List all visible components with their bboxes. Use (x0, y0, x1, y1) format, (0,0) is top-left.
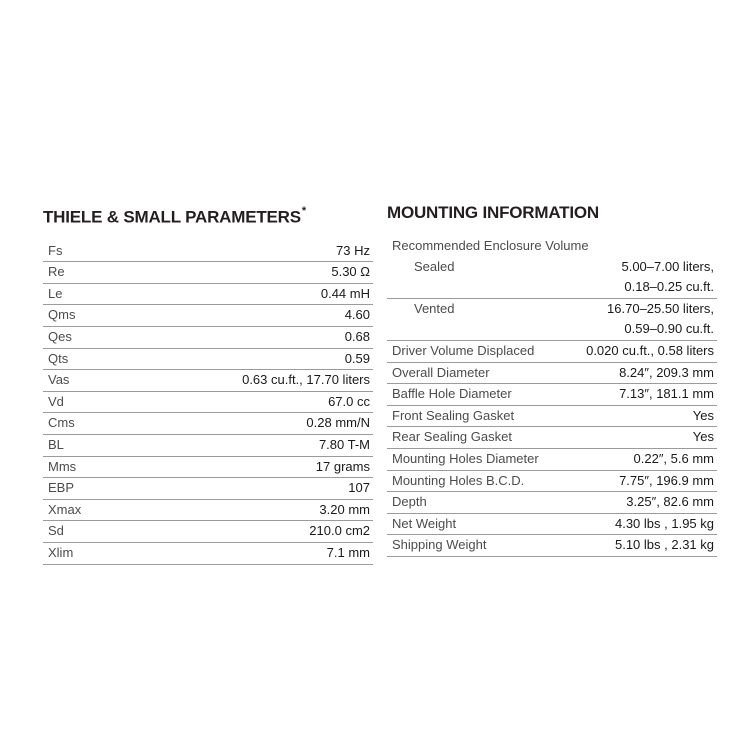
row-value-line: 16.70–25.50 liters, (607, 300, 714, 316)
row-value-line: 5.30 Ω (331, 264, 370, 280)
table-row (43, 457, 373, 479)
thiele-small-title (43, 203, 373, 228)
mounting-title: MOUNTING INFORMATION (387, 203, 599, 222)
row-value-line: 73 Hz (336, 242, 370, 258)
row-value-line: 0.22″, 5.6 mm (633, 450, 714, 466)
row-label: Qts (48, 350, 69, 366)
row-value (626, 492, 717, 513)
row-value-line: 107 (348, 480, 370, 496)
row-value-line: 210.0 cm2 (309, 523, 370, 539)
row-value (321, 284, 373, 305)
row-label: Baffle Hole Diameter (392, 386, 512, 402)
table-row (387, 341, 717, 363)
row-value (607, 299, 717, 340)
row-label: Vd (48, 393, 64, 409)
row-label: Qes (48, 329, 72, 345)
row-value (693, 427, 717, 448)
thiele-small-table (43, 203, 373, 565)
row-value-line: 0.44 mH (320, 285, 370, 301)
row-value (319, 500, 373, 521)
row-label: Qms (48, 307, 76, 323)
row-label: Sealed (414, 258, 455, 274)
row-value-line: 8.24″, 209.3 mm (619, 364, 714, 380)
row-value (345, 305, 373, 326)
table-row (43, 284, 373, 306)
table-row (387, 535, 717, 557)
thiele-small-rows (43, 241, 373, 565)
spec-sheet (43, 203, 717, 565)
row-value (328, 392, 373, 413)
row-value (615, 514, 717, 535)
row-value-line: 7.75″, 196.9 mm (619, 472, 714, 488)
table-row (43, 370, 373, 392)
footnote-asterisk: * (301, 205, 306, 217)
row-value-line: 4.60 (344, 307, 370, 323)
row-value (619, 363, 717, 384)
row-label: Xmax (48, 501, 82, 517)
row-label: Mms (48, 458, 77, 474)
row-label: Vented (414, 300, 455, 316)
row-value (621, 257, 717, 298)
row-value (634, 449, 717, 470)
row-label: Front Sealing Gasket (392, 407, 515, 423)
row-label: Rear Sealing Gasket (392, 429, 512, 445)
row-value (336, 241, 373, 262)
row-value-line: 0.020 cu.ft., 0.58 liters (586, 342, 714, 358)
row-value (319, 435, 373, 456)
table-row (387, 257, 717, 299)
row-value-line: 67.0 cc (328, 393, 370, 409)
row-label: Re (48, 264, 65, 280)
row-value (619, 384, 717, 405)
row-value-line: 7.13″, 181.1 mm (619, 386, 714, 402)
row-value (316, 457, 373, 478)
table-row (387, 492, 717, 514)
row-value (327, 543, 373, 564)
row-label: Mounting Holes B.C.D. (392, 472, 525, 488)
row-value (693, 406, 717, 427)
row-value (331, 262, 373, 283)
row-value (619, 471, 717, 492)
row-value-line: 7.1 mm (326, 544, 370, 560)
row-value-line: 0.59–0.90 cu.ft. (624, 321, 714, 337)
row-label: Shipping Weight (392, 537, 487, 553)
table-row (387, 236, 717, 257)
row-value-line: Yes (692, 407, 714, 423)
table-row (387, 299, 717, 341)
row-value-line: 7.80 T-M (318, 437, 370, 452)
row-value-line: 0.18–0.25 cu.ft. (624, 279, 714, 295)
table-row (43, 435, 373, 457)
row-value (242, 370, 373, 391)
table-row (43, 543, 373, 565)
row-label: Overall Diameter (392, 364, 490, 380)
row-value-line: 4.30 lbs , 1.95 kg (614, 515, 714, 531)
table-row (43, 521, 373, 543)
row-value (615, 535, 717, 556)
row-label: Fs (48, 242, 63, 258)
row-label: Le (48, 285, 63, 301)
table-row (387, 427, 717, 449)
row-label: Mounting Holes Diameter (392, 450, 539, 466)
row-label: EBP (48, 480, 75, 496)
table-row (387, 471, 717, 493)
row-value (309, 521, 373, 542)
mounting-rows (387, 236, 717, 557)
table-row (387, 449, 717, 471)
table-row (43, 478, 373, 500)
row-value-line: 0.63 cu.ft., 17.70 liters (242, 372, 370, 388)
mounting-table (387, 203, 717, 565)
table-row (387, 363, 717, 385)
row-label: Driver Volume Displaced (392, 342, 535, 358)
row-value-line: Yes (692, 429, 714, 445)
row-value (345, 327, 373, 348)
row-label: Sd (48, 523, 64, 539)
row-label: Recommended Enclosure Volume (392, 238, 589, 253)
row-label: Xlim (48, 544, 74, 560)
row-value (586, 341, 717, 362)
row-value-line: 3.25″, 82.6 mm (626, 494, 714, 510)
table-row (387, 406, 717, 428)
table-row (43, 241, 373, 263)
row-label: Net Weight (392, 515, 457, 531)
row-value-line: 3.20 mm (319, 501, 370, 517)
row-value-line: 5.00–7.00 liters, (621, 258, 714, 274)
row-value (345, 349, 373, 370)
row-label: Cms (48, 415, 75, 431)
table-row (43, 262, 373, 284)
table-row (387, 514, 717, 536)
row-value-line: 0.28 mm/N (306, 415, 370, 431)
table-row (43, 500, 373, 522)
table-row (43, 349, 373, 371)
row-value (306, 413, 373, 434)
row-label: Vas (48, 372, 70, 388)
row-value-line: 17 grams (315, 458, 370, 474)
row-label: Depth (392, 494, 427, 510)
table-row (43, 392, 373, 414)
row-value-line: 0.68 (344, 329, 370, 345)
table-row (43, 305, 373, 327)
table-row (43, 327, 373, 349)
thiele-small-title-text: THIELE & SMALL PARAMETERS (43, 207, 301, 227)
row-label: BL (48, 437, 64, 452)
row-value-line: 5.10 lbs , 2.31 kg (614, 537, 714, 553)
row-value (348, 478, 373, 499)
row-value-line: 0.59 (344, 350, 370, 366)
table-row (387, 384, 717, 406)
table-row (43, 413, 373, 435)
